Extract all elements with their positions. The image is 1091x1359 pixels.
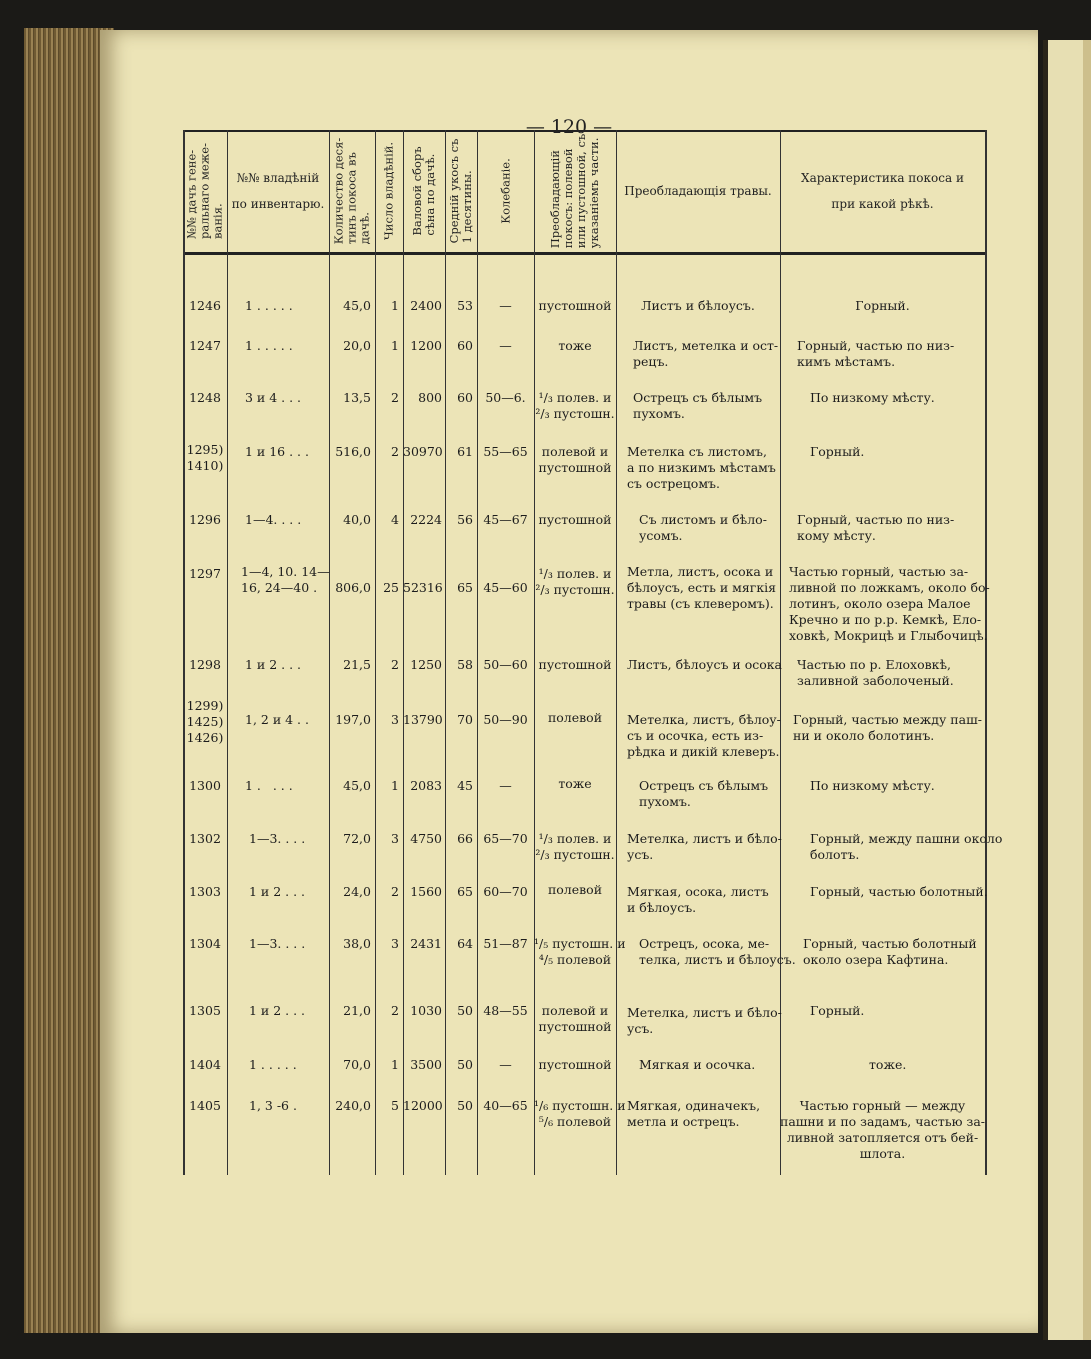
cell-gross: 1560 bbox=[410, 884, 442, 899]
cell-range: 50—60 bbox=[483, 657, 528, 672]
cell-area: 70,0 bbox=[343, 1057, 371, 1072]
cell-gross: 2083 bbox=[410, 778, 442, 793]
cell-grass: Метла, листъ, осока и бѣлоусъ, есть и мягкія травы (съ клеверомъ). bbox=[627, 564, 777, 611]
cell-range: — bbox=[499, 1057, 512, 1072]
cell-gross: 12000 bbox=[403, 1098, 443, 1113]
cell-area: 240,0 bbox=[335, 1098, 371, 1113]
cell-type: пустошной bbox=[538, 657, 612, 672]
cell-grass: Мягкая, одиначекъ, метла и острецъ. bbox=[627, 1098, 761, 1129]
cell-grass: Острецъ съ бѣлымъ пухомъ. bbox=[639, 778, 769, 809]
cell-range: 45—67 bbox=[483, 512, 528, 527]
header-bottom-rule bbox=[183, 252, 987, 255]
cell-type: полевой и пустошной bbox=[538, 444, 612, 475]
next-page-edge bbox=[1043, 40, 1091, 1340]
col-rule bbox=[227, 130, 228, 1175]
cell-grass: Мягкая, осока, листъ и бѣлоусъ. bbox=[627, 884, 769, 915]
cell-characteristic: По низкому мѣсту. bbox=[810, 390, 935, 405]
cell-area: 72,0 bbox=[343, 831, 371, 846]
cell-area: 45,0 bbox=[343, 778, 371, 793]
cell-count: 1 bbox=[391, 338, 399, 353]
cell-count: 3 bbox=[391, 712, 399, 727]
cell-count: 4 bbox=[391, 512, 399, 527]
cell-gross: 30970 bbox=[403, 444, 443, 459]
cell-gross: 13790 bbox=[403, 712, 443, 727]
cell-type: тоже bbox=[558, 338, 592, 353]
cell-dacha: 1405 bbox=[189, 1098, 221, 1113]
header-dacha: №№ дачъ гене- ральнаго меже- ванія. bbox=[184, 143, 225, 239]
cell-area: 45,0 bbox=[343, 298, 371, 313]
cell-area: 13,5 bbox=[343, 390, 371, 405]
cell-range: 50—90 bbox=[483, 712, 528, 727]
cell-characteristic: Частью горный, частью за- ливной по ложкамъ, около бо- лотинъ, около озера Малое Кречно и по р.р. Кемкѣ, Ело- ховкѣ, Мокрицѣ и Глыбочицѣ. bbox=[789, 564, 990, 643]
cell-area: 516,0 bbox=[335, 444, 371, 459]
cell-vladeniy: 1 и 16 . . . bbox=[245, 444, 309, 459]
cell-dacha: 1298 bbox=[189, 657, 221, 672]
cell-count: 1 bbox=[391, 778, 399, 793]
cell-avg: 45 bbox=[457, 778, 473, 793]
cell-dacha: 1302 bbox=[189, 831, 221, 846]
cell-characteristic: Горный, частью по низ- кому мѣсту. bbox=[797, 512, 955, 543]
cell-gross: 52316 bbox=[403, 580, 443, 595]
header-count: Число владѣній. bbox=[381, 141, 396, 241]
cell-gross: 1200 bbox=[410, 338, 442, 353]
cell-avg: 58 bbox=[457, 657, 473, 672]
cell-avg: 65 bbox=[457, 884, 473, 899]
cell-vladeniy: 1, 2 и 4 . . bbox=[245, 712, 309, 727]
cell-count: 3 bbox=[391, 936, 399, 951]
cell-count: 25 bbox=[383, 580, 399, 595]
cell-gross: 2431 bbox=[410, 936, 442, 951]
hay-table bbox=[183, 130, 1003, 1175]
cell-range: 55—65 bbox=[483, 444, 528, 459]
cell-gross: 4750 bbox=[410, 831, 442, 846]
cell-type: тоже bbox=[558, 776, 592, 791]
cell-dacha: 1246 bbox=[189, 298, 221, 313]
cell-count: 5 bbox=[391, 1098, 399, 1113]
header-area: Количество деся- тинъ покоса въ дачѣ. bbox=[331, 137, 372, 245]
cell-characteristic: Горный. bbox=[810, 444, 865, 459]
cell-characteristic: Частью горный — между пашни и по задамъ, частью за- ливной затопляется отъ бей- шлота. bbox=[780, 1098, 986, 1161]
cell-avg: 56 bbox=[457, 512, 473, 527]
cell-vladeniy: 1 . . . . . bbox=[249, 1057, 297, 1072]
cell-type: пустошной bbox=[538, 512, 612, 527]
cell-type: полевой bbox=[547, 882, 603, 897]
cell-gross: 1250 bbox=[410, 657, 442, 672]
cell-range: — bbox=[499, 298, 512, 313]
header-range: Колебаніе. bbox=[498, 158, 512, 224]
cell-vladeniy: 1—3. . . . bbox=[249, 831, 306, 846]
cell-range: — bbox=[499, 778, 512, 793]
cell-dacha: 1248 bbox=[189, 390, 221, 405]
cell-count: 1 bbox=[391, 298, 399, 313]
cell-dacha: 1300 bbox=[189, 778, 221, 793]
cell-vladeniy: 1 и 2 . . . bbox=[245, 657, 302, 672]
cell-area: 24,0 bbox=[343, 884, 371, 899]
cell-area: 20,0 bbox=[343, 338, 371, 353]
cell-grass: Листъ, метелка и ост- рецъ. bbox=[633, 338, 779, 369]
header-vladeniy: №№ владѣній по инвентарю. bbox=[231, 171, 325, 211]
cell-vladeniy: 1 и 2 . . . bbox=[249, 1003, 306, 1018]
cell-type: ¹/₅ пустошн. и ⁴/₅ полевой bbox=[534, 936, 626, 967]
cell-grass: Метелка, листъ и бѣло- усъ. bbox=[627, 1005, 782, 1036]
cell-range: 50—6. bbox=[485, 390, 526, 405]
cell-avg: 70 bbox=[457, 712, 473, 727]
cell-avg: 61 bbox=[457, 444, 473, 459]
cell-area: 40,0 bbox=[343, 512, 371, 527]
cell-grass: Острецъ, осока, ме- телка, листъ и бѣлоусъ. bbox=[639, 936, 796, 967]
cell-count: 3 bbox=[391, 831, 399, 846]
header-gross: Валовой сборъ сѣна по дачѣ. bbox=[410, 146, 437, 236]
cell-vladeniy: 1 . . . . bbox=[245, 778, 293, 793]
cell-count: 2 bbox=[391, 444, 399, 459]
cell-range: 48—55 bbox=[483, 1003, 528, 1018]
cell-dacha: 1297 bbox=[189, 566, 221, 581]
cell-count: 1 bbox=[391, 1057, 399, 1072]
cell-avg: 50 bbox=[457, 1098, 473, 1113]
cell-gross: 1030 bbox=[410, 1003, 442, 1018]
cell-range: 60—70 bbox=[483, 884, 528, 899]
cell-grass: Мягкая и осочка. bbox=[639, 1057, 756, 1072]
cell-type: ¹/₆ пустошн. и ⁵/₆ полевой bbox=[534, 1098, 626, 1129]
cell-dacha: 1247 bbox=[189, 338, 221, 353]
cell-dacha: 1299) 1425) 1426) bbox=[186, 698, 224, 745]
cell-area: 21,5 bbox=[343, 657, 371, 672]
cell-dacha: 1296 bbox=[189, 512, 221, 527]
cell-characteristic: Частью по р. Елоховкѣ, заливной заболоченый. bbox=[797, 657, 954, 688]
cell-characteristic: Горный. bbox=[855, 298, 910, 313]
cell-characteristic: По низкому мѣсту. bbox=[810, 778, 935, 793]
cell-gross: 2400 bbox=[410, 298, 442, 313]
cell-characteristic: Горный, частью между паш- ни и около болотинъ. bbox=[793, 712, 982, 743]
cell-characteristic: Горный, частью болотный около озера Кафтина. bbox=[803, 936, 977, 967]
cell-dacha: 1304 bbox=[189, 936, 221, 951]
cell-type: пустошной bbox=[538, 1057, 612, 1072]
cell-range: 51—87 bbox=[483, 936, 528, 951]
cell-type: ¹/₃ полев. и ²/₃ пустошн. bbox=[535, 566, 615, 597]
cell-vladeniy: 1—4. . . . bbox=[245, 512, 302, 527]
cell-vladeniy: 3 и 4 . . . bbox=[245, 390, 302, 405]
cell-grass: Листъ, бѣлоусъ и осока bbox=[627, 657, 783, 672]
header-characteristic: Характеристика покоса и при какой рѣкѣ. bbox=[801, 171, 964, 211]
cell-grass: Съ листомъ и бѣло- усомъ. bbox=[639, 512, 767, 543]
cell-dacha: 1303 bbox=[189, 884, 221, 899]
cell-type: пустошной bbox=[538, 298, 612, 313]
cell-avg: 66 bbox=[457, 831, 473, 846]
cell-area: 38,0 bbox=[343, 936, 371, 951]
cell-count: 2 bbox=[391, 1003, 399, 1018]
cell-avg: 53 bbox=[457, 298, 473, 313]
cell-grass: Метелка съ листомъ, а по низкимъ мѣстамъ съ острецомъ. bbox=[627, 444, 776, 491]
cell-range: 45—60 bbox=[483, 580, 528, 595]
cell-dacha: 1295) 1410) bbox=[186, 442, 224, 473]
cell-avg: 65 bbox=[457, 580, 473, 595]
cell-vladeniy: 1, 3 -6 . bbox=[249, 1098, 297, 1113]
cell-dacha: 1305 bbox=[189, 1003, 221, 1018]
cell-characteristic: Горный, между пашни около болотъ. bbox=[810, 831, 1003, 862]
cell-type: полевой bbox=[547, 710, 603, 725]
cell-gross: 800 bbox=[418, 390, 442, 405]
cell-grass: Острецъ съ бѣлымъ пухомъ. bbox=[633, 390, 763, 421]
header-avg: Средній укосъ съ 1 десятины. bbox=[447, 138, 474, 244]
cell-vladeniy: 1—4, 10. 14— 16, 24—40 . bbox=[241, 564, 330, 595]
cell-characteristic: Горный, частью болотный. bbox=[810, 884, 988, 899]
cell-characteristic: Горный. bbox=[810, 1003, 865, 1018]
cell-area: 806,0 bbox=[335, 580, 371, 595]
cell-count: 2 bbox=[391, 884, 399, 899]
cell-range: — bbox=[499, 338, 512, 353]
cell-characteristic: тоже. bbox=[869, 1057, 907, 1072]
cell-avg: 50 bbox=[457, 1057, 473, 1072]
cell-avg: 64 bbox=[457, 936, 473, 951]
cell-type: ¹/₃ полев. и ²/₃ пустошн. bbox=[535, 831, 615, 862]
cell-avg: 60 bbox=[457, 338, 473, 353]
header-type: Преобладающій покосъ: полевой или пустошной, съ указаніемъ части. bbox=[548, 133, 601, 249]
cell-range: 40—65 bbox=[483, 1098, 528, 1113]
cell-area: 21,0 bbox=[343, 1003, 371, 1018]
cell-dacha: 1404 bbox=[189, 1057, 221, 1072]
cell-vladeniy: 1 и 2 . . . bbox=[249, 884, 306, 899]
cell-avg: 50 bbox=[457, 1003, 473, 1018]
cell-range: 65—70 bbox=[483, 831, 528, 846]
cell-vladeniy: 1—3. . . . bbox=[249, 936, 306, 951]
cell-grass: Листъ и бѣлоусъ. bbox=[641, 298, 755, 313]
cell-grass: Метелка, листъ, бѣлоу- съ и осочка, есть из- рѣдка и дикій клеверъ. bbox=[627, 712, 781, 759]
cell-count: 2 bbox=[391, 390, 399, 405]
page-number: — 120 — bbox=[525, 116, 613, 138]
header-grass: Преобладающія травы. bbox=[624, 184, 772, 198]
col-rule bbox=[616, 130, 617, 1175]
cell-vladeniy: 1 . . . . . bbox=[245, 338, 293, 353]
cell-avg: 60 bbox=[457, 390, 473, 405]
cell-area: 197,0 bbox=[335, 712, 371, 727]
col-rule bbox=[985, 130, 987, 1175]
cell-type: ¹/₃ полев. и ²/₃ пустошн. bbox=[535, 390, 615, 421]
cell-count: 2 bbox=[391, 657, 399, 672]
cell-vladeniy: 1 . . . . . bbox=[245, 298, 293, 313]
cell-grass: Метелка, листъ и бѣло- усъ. bbox=[627, 831, 782, 862]
cell-gross: 2224 bbox=[410, 512, 442, 527]
cell-gross: 3500 bbox=[410, 1057, 442, 1072]
cell-type: полевой и пустошной bbox=[538, 1003, 612, 1034]
cell-characteristic: Горный, частью по низ- кимъ мѣстамъ. bbox=[797, 338, 955, 369]
